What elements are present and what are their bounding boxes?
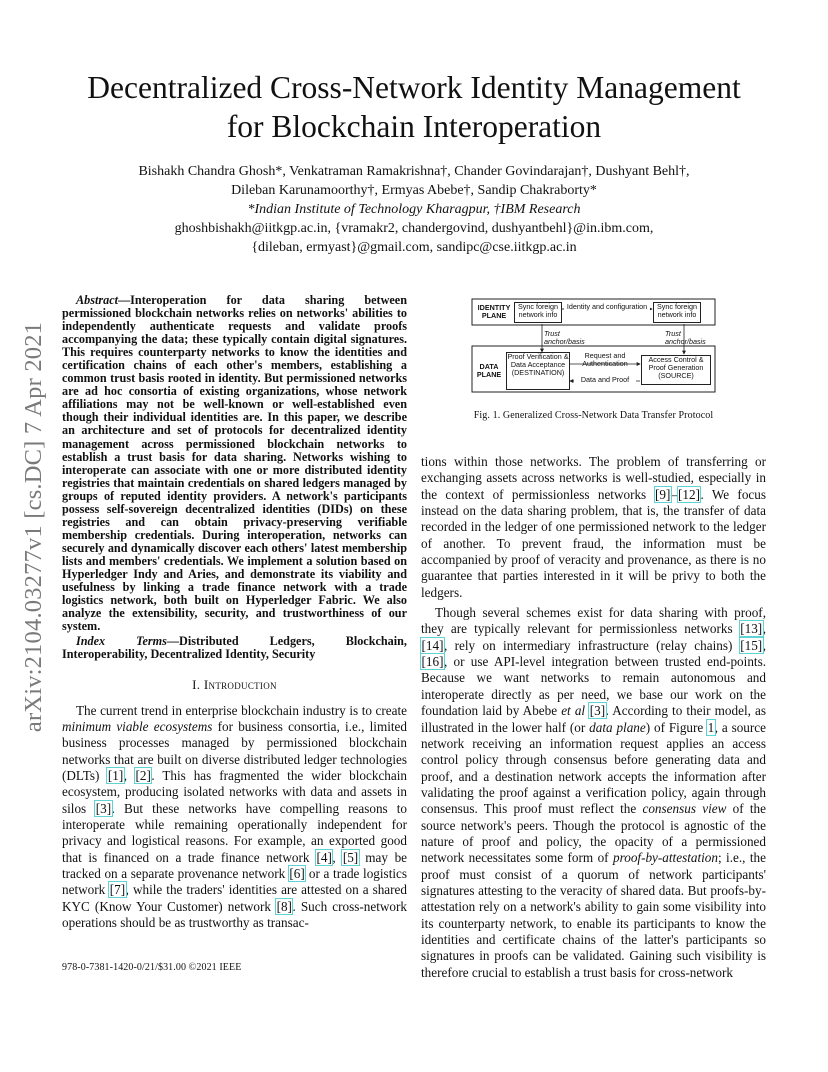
body-text: Though several schemes exist for data sharing with proof, they are typically relevant for permissionless networks	[421, 605, 766, 637]
citation-link[interactable]: [13]	[740, 621, 763, 637]
right-column	[421, 454, 766, 981]
body-emphasis: et al	[561, 703, 586, 719]
title-line-2: for Blockchain Interoperation	[226, 109, 602, 144]
index-terms-label: Index Terms	[76, 634, 167, 649]
citation-link[interactable]: [4]	[316, 849, 332, 865]
citation-link[interactable]: [14]	[421, 637, 444, 653]
body-emphasis: data plane	[589, 719, 646, 735]
email-line-2: {dileban, ermyast}@gmail.com, sandipc@cse.iitkgp.ac.in	[251, 240, 577, 255]
title-line-1: Decentralized Cross-Network Identity Management	[87, 70, 741, 105]
figure-caption: Fig. 1. Generalized Cross-Network Data Transfer Protocol	[473, 410, 714, 421]
citation-link[interactable]: [7]	[109, 882, 126, 898]
intro-text: ,	[332, 849, 343, 865]
section-title: Introduction	[203, 677, 277, 693]
paper-title	[60, 68, 768, 146]
body-emphasis: proof-by-attestation	[612, 850, 718, 866]
intro-text: . This has fragmented the wider blockchain ecosystem, producing isolated networks with data and assets in silos	[62, 767, 407, 816]
body-emphasis: consensus view	[642, 801, 727, 817]
body-text: ; i.e., the proof must consist of a quorum of network participants' signatures attesting to the veracity of shared data. But proofs-by-attestation rely on a network's ability to gain some visibility into its counterparty network, to enable its participants to know the identities and certificate chains of the latter's participants so signatures in proofs can be validated. Gaining such visibility is therefore crucial to establish a trust basis for cross-network	[421, 850, 766, 980]
index-terms	[62, 635, 407, 661]
data-proof-label: Data and Proof	[574, 376, 636, 384]
trust-right-label: Trust anchor/basis	[665, 329, 706, 346]
citation-link[interactable]: [9]	[655, 486, 671, 502]
body-text: . We focus instead on the data sharing problem, that is, the transfer of data recorded in the ledger of one permissioned network to the ledger of another. To prevent fraud, the information must be accompanied by proof of veracity and provenance, as there is no guarantee that parties interested in it will be privy to both the ledgers.	[421, 486, 766, 600]
source-box: Access Control & Proof Generation (SOURCE)	[641, 355, 711, 385]
destination-box: Proof Verification & Data Acceptance (DESTINATION)	[506, 352, 570, 390]
intro-text: . Such cross-network operations should be as trustworthy as transac-	[62, 898, 407, 930]
citation-link[interactable]: [15]	[740, 637, 763, 653]
intro-text: may be tracked on a separate provenance network	[62, 849, 408, 881]
figure-1-diagram	[470, 294, 716, 394]
citation-link[interactable]: [6]	[289, 865, 305, 881]
citation-link[interactable]: [16]	[421, 654, 444, 670]
body-text: ,	[762, 637, 766, 653]
citation-link[interactable]: [8]	[276, 898, 292, 914]
body-text: tions within those networks. The problem of transferring or exchanging assets across networks is well-studied, especially in the context of permissionless networks	[421, 454, 766, 502]
body-text: ,	[762, 621, 766, 637]
body-text: of the source network's peers. Though the protocol is agnostic of the nature of proof and policy, the opacity of a permissioned network necessitates some form of	[421, 801, 766, 866]
citation-link[interactable]: [5]	[342, 849, 359, 865]
author-block	[60, 162, 768, 257]
sync-right-box: Sync foreign network info	[653, 302, 701, 323]
citation-link[interactable]: [2]	[135, 767, 151, 783]
abstract	[62, 294, 407, 633]
citation-link[interactable]: [12]	[678, 486, 700, 502]
identity-config-label: Identity and configuration	[564, 303, 650, 311]
intro-emphasis: minimum viable ecosystems	[62, 718, 213, 734]
request-auth-label: Request and Authentication	[582, 351, 628, 368]
index-terms-text: —Distributed Ledgers, Blockchain, Interoperability, Decentralized Identity, Security	[62, 634, 407, 662]
body-text: –	[670, 486, 678, 502]
arxiv-identifier	[14, 292, 54, 762]
section-heading	[62, 677, 407, 693]
data-plane-label: DATA PLANE	[476, 362, 502, 379]
citation-link[interactable]: [3]	[589, 703, 606, 719]
email-line-1: ghoshbishakh@iitkgp.ac.in, {vramakr2, chandergovind, dushyantbehl}@in.ibm.com,	[174, 221, 654, 236]
figure-link[interactable]: 1	[707, 719, 715, 735]
body-text: ) of Figure	[645, 719, 708, 735]
abstract-text: —Interoperation for data sharing between permissioned blockchain networks relies on networks' abilities to independently authenticate requests and validate proofs accompanying the data; these typically contain digital signatures. This requires counterparty networks to know the identities and certification chains of each other's members, establishing a common trust basis rooted in identity. But permissioned networks are ad hoc consortia of existing organizations, whose network affiliations may not be well-known or well-established even though their individual identities are. In this paper, we describe an architecture and set of protocols for decentralized identity management across permissioned blockchain networks to establish a trust basis for data sharing. Networks wishing to interoperate can associate with one or more distributed identity registries that maintain credentials on shared ledgers managed by groups of reputed identity providers. A network's participants possess self-sovereign decentralized identities (DIDs) on these registries and can obtain privacy-preserving verifiable membership credentials. During interoperation, networks can securely and dynamically discover each others' latest membership lists and members' credentials. We implement a solution based on Hyperledger Indy and Aries, and demonstrate its viability and usefulness by linking a trade finance network with a trade logistics network, both built on Hyperledger Fabric. We also analyze the extensibility, security, and trustworthiness of our system.	[62, 293, 407, 634]
intro-text: . But these networks have compelling reasons to interoperate while remaining operationally independent for privacy and logistical reasons. For example, an exported good that is financed on a trade finance network	[62, 800, 408, 865]
right-paragraph-2	[421, 605, 766, 981]
author-line-2: Dileban Karunamoorthy†, Ermyas Abebe†, Sandip Chakraborty*	[231, 183, 597, 198]
right-paragraph-1	[421, 454, 766, 601]
body-text: , rely on intermediary infrastructure (relay chains)	[443, 637, 740, 653]
affiliation-line: *Indian Institute of Technology Kharagpur, †IBM Research	[247, 202, 581, 217]
author-line-1: Bishakh Chandra Ghosh*, Venkatraman Ramakrishna†, Chander Govindarajan†, Dushyant Behl†,	[138, 164, 690, 179]
identity-plane-label: IDENTITY PLANE	[477, 303, 511, 320]
citation-link[interactable]: [1]	[107, 767, 124, 783]
body-text: , a source network receiving an information request applies an access control policy through consensus before generating data and proof, and a destination network accepts the information after validating the proof against a verification policy, again through consensus. This proof must reflect the	[421, 719, 766, 817]
intro-text: for business consortia, i.e., limited business processes managed by permissioned blockchain networks that are built on diverse distributed ledger technologies (DLTs)	[62, 718, 407, 783]
citation-link[interactable]: [3]	[95, 800, 112, 816]
sync-left-box: Sync foreign network info	[514, 302, 562, 323]
intro-text: ,	[123, 767, 135, 783]
section-number: I.	[192, 677, 201, 693]
intro-paragraph	[62, 703, 407, 932]
abstract-label: Abstract	[76, 293, 118, 307]
copyright-footer: 978-0-7381-1420-0/21/$31.00 ©2021 IEEE	[62, 962, 242, 973]
left-column	[62, 294, 407, 931]
intro-text: , while the traders' identities are attested on a shared KYC (Know Your Customer) network	[62, 882, 407, 914]
arxiv-identifier-text: arXiv:2104.03277v1 [cs.DC] 7 Apr 2021	[20, 321, 47, 733]
body-text: . According to their model, as illustrated in the lower half (or	[421, 703, 767, 735]
trust-left-label: Trust anchor/basis	[544, 329, 585, 346]
body-text: , or use API-level integration between trusted end-points. Because we want networks to remain autonomous and interoperate directly as per need, we base our work on the foundation laid by Abebe	[421, 654, 766, 719]
intro-text: The current trend in enterprise blockchain industry is to create	[76, 702, 407, 718]
intro-text: or a trade logistics network	[62, 865, 408, 898]
